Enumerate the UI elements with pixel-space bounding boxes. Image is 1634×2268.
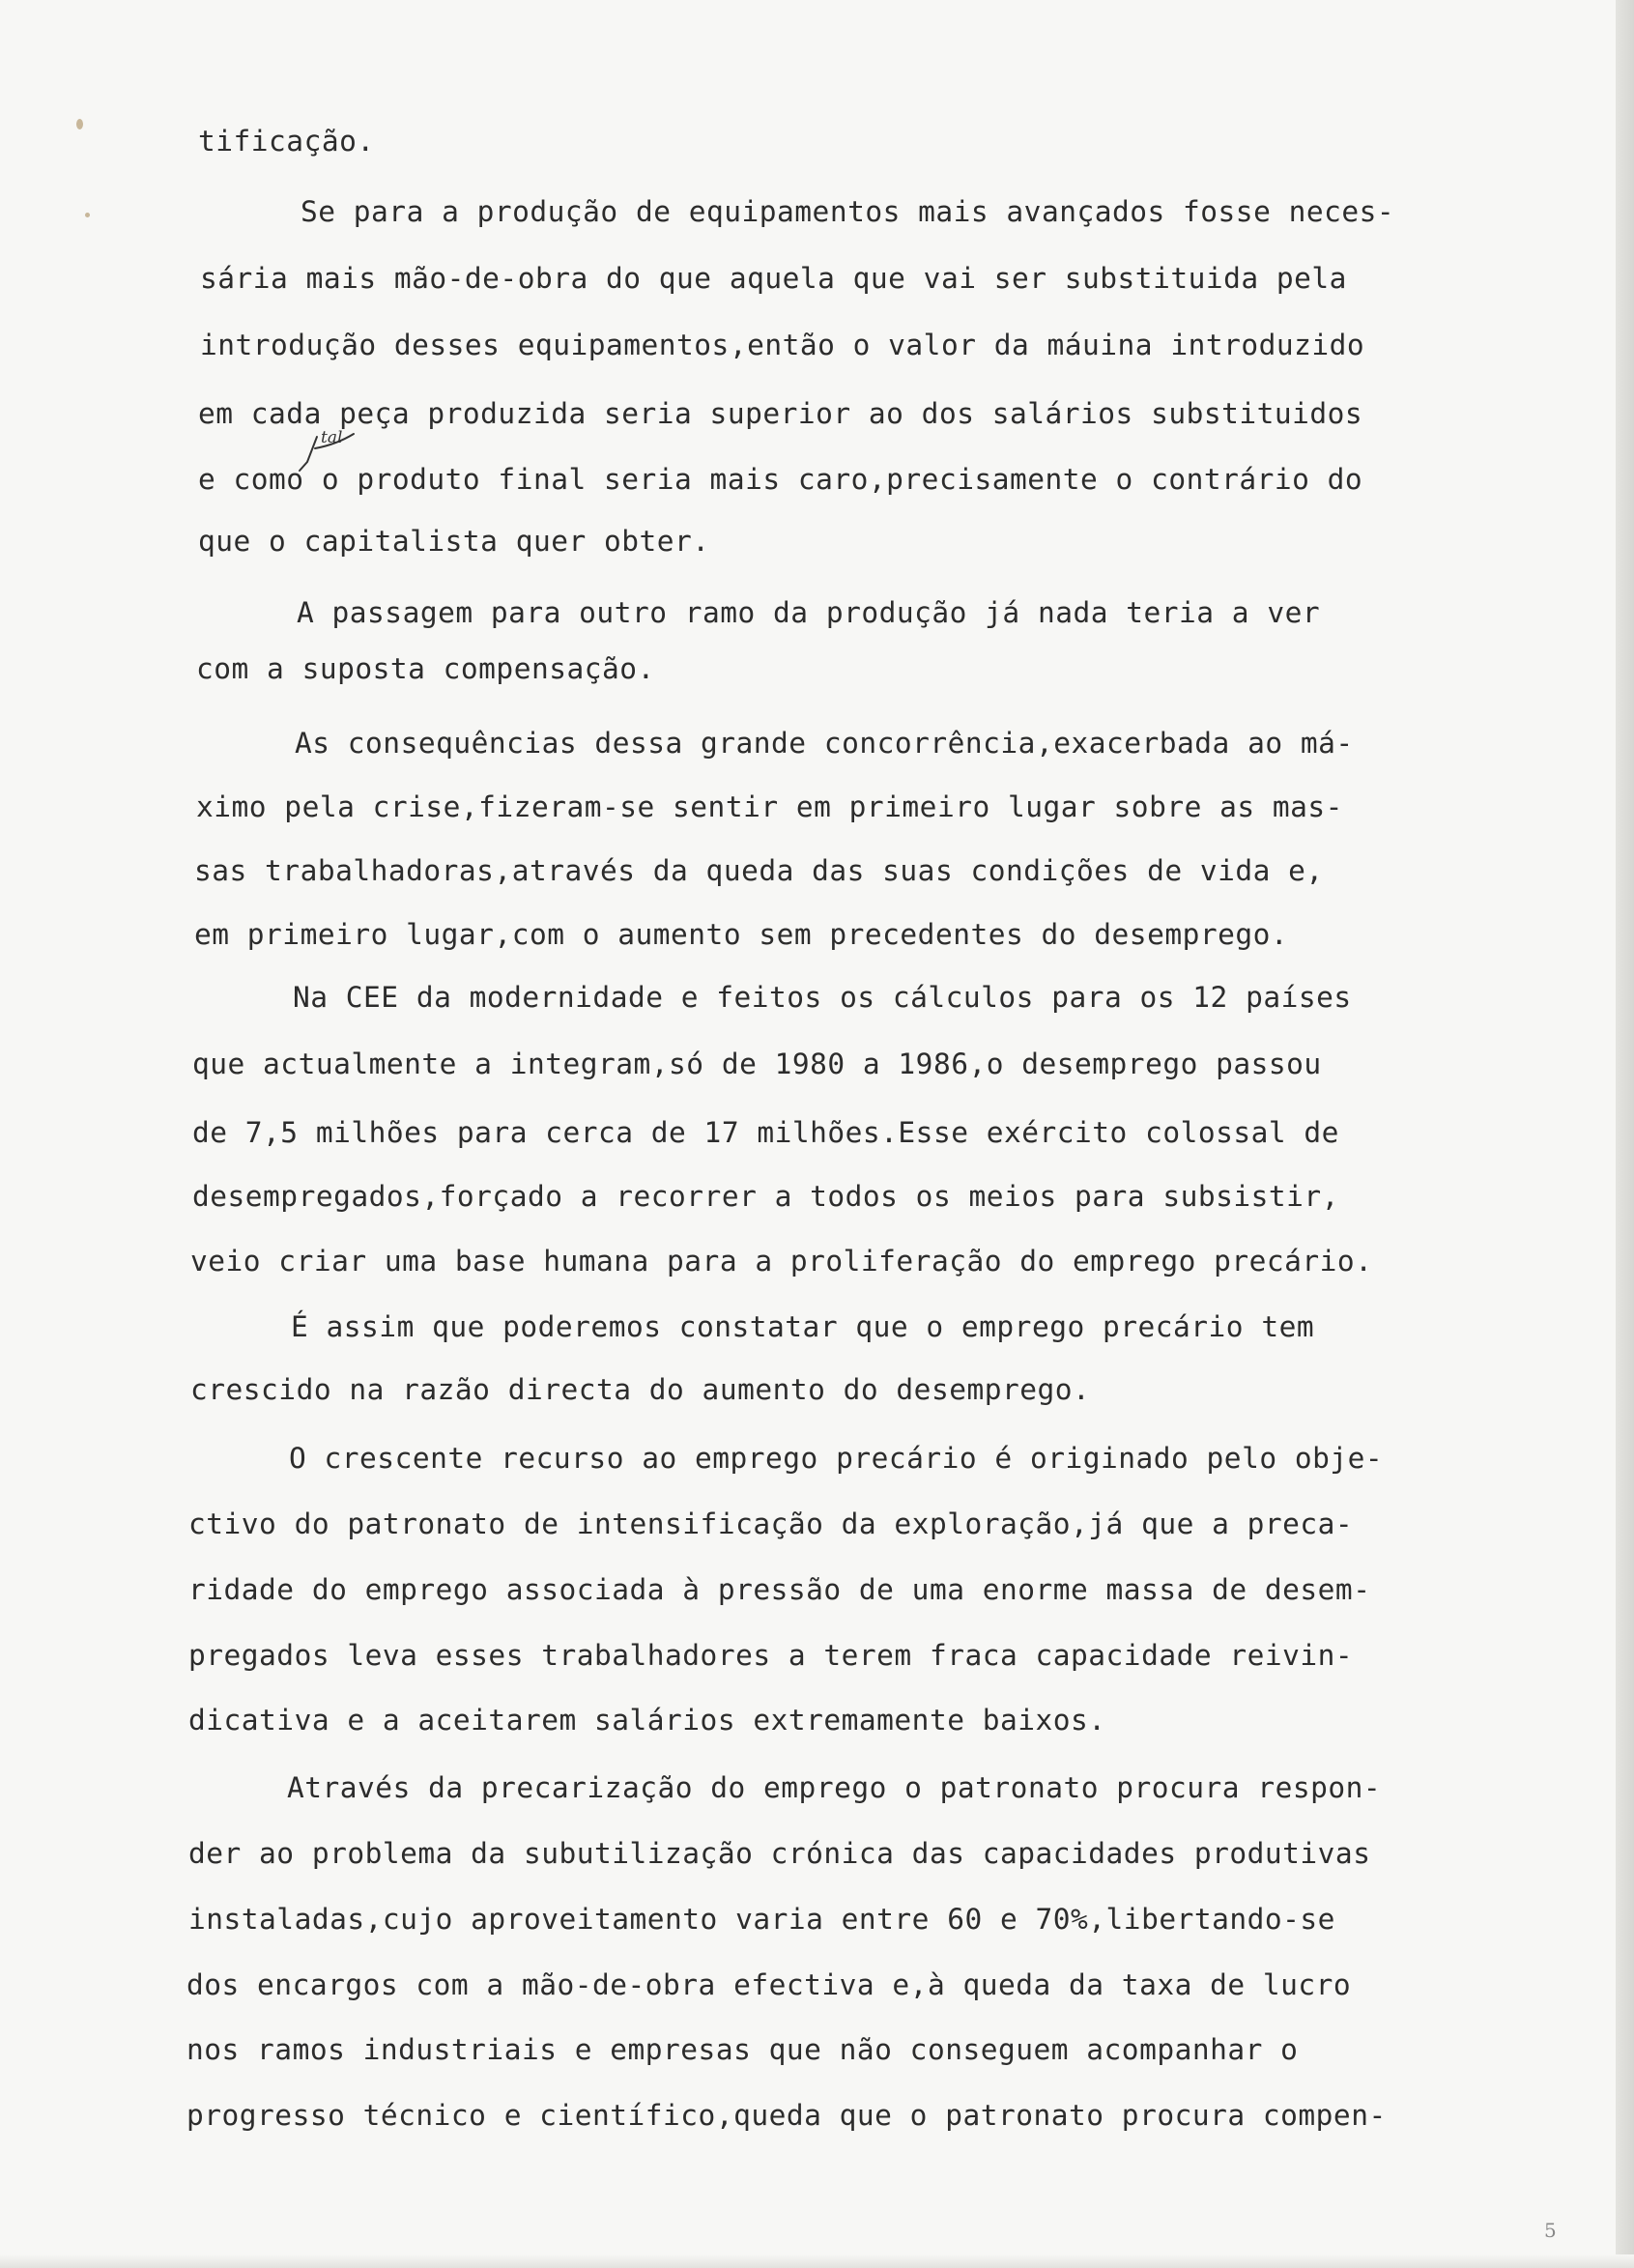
text-line: de 7,5 milhões para cerca de 17 milhões.Esse exército colossal de [192, 1116, 1339, 1149]
text-line: desempregados,forçado a recorrer a todos os meios para subsistir, [192, 1180, 1339, 1213]
page-edge-shadow [1616, 0, 1634, 2268]
text-line: sária mais mão-de-obra do que aquela que vai ser substituida pela [200, 262, 1347, 295]
text-line: crescido na razão directa do aumento do desemprego. [190, 1373, 1091, 1406]
text-line: dicativa e a aceitarem salários extremamente baixos. [188, 1704, 1106, 1737]
text-line: veio criar uma base humana para a proliferação do emprego precário. [190, 1245, 1373, 1278]
text-line: introdução desses equipamentos,então o valor da máuina introduzido [200, 329, 1365, 361]
text-line: sas trabalhadoras,através da queda das suas condições de vida e, [194, 854, 1324, 887]
text-line: É assim que poderemos constatar que o emprego precário tem [291, 1310, 1315, 1343]
text-line: Através da precarização do emprego o patronato procura respon- [287, 1771, 1382, 1804]
paper-stain [85, 213, 90, 217]
page-bottom-shadow [0, 2254, 1634, 2268]
text-line: e como o produto final seria mais caro,precisamente o contrário do [198, 463, 1363, 496]
text-line: ximo pela crise,fizeram-se sentir em primeiro lugar sobre as mas- [196, 790, 1343, 823]
text-line: nos ramos industriais e empresas que não conseguem acompanhar o [186, 2033, 1299, 2066]
text-line: tificação. [198, 125, 375, 158]
handwritten-insert-text: tal [321, 428, 343, 447]
text-line: As consequências dessa grande concorrência,exacerbada ao má- [295, 727, 1354, 760]
handwritten-insertion-mark [286, 425, 373, 474]
text-line: instaladas,cujo aproveitamento varia entre 60 e 70%,libertando-se [188, 1903, 1335, 1936]
text-line: com a suposta compensação. [196, 652, 655, 685]
paper-stain [76, 119, 83, 129]
text-line: progresso técnico e científico,queda que o patronato procura compen- [186, 2099, 1387, 2132]
text-line: ridade do emprego associada à pressão de uma enorme massa de desem- [188, 1573, 1371, 1606]
text-line: Se para a produção de equipamentos mais avançados fosse neces- [301, 195, 1395, 228]
text-line: der ao problema da subutilização crónica das capacidades produtivas [188, 1837, 1371, 1870]
text-line: ctivo do patronato de intensificação da exploração,já que a preca- [188, 1507, 1354, 1540]
text-line: dos encargos com a mão-de-obra efectiva e,à queda da taxa de lucro [186, 1968, 1352, 2001]
text-line: O crescente recurso ao emprego precário é originado pelo obje- [289, 1442, 1384, 1475]
text-line: em primeiro lugar,com o aumento sem precedentes do desemprego. [194, 918, 1289, 951]
text-line: pregados leva esses trabalhadores a terem fraca capacidade reivin- [188, 1639, 1354, 1672]
text-line: A passagem para outro ramo da produção já nada teria a ver [297, 596, 1321, 629]
text-line: que o capitalista quer obter. [198, 525, 710, 558]
page-number-mark: 5 [1544, 2219, 1557, 2242]
text-line: Na CEE da modernidade e feitos os cálculos para os 12 países [293, 981, 1352, 1014]
text-line: em cada peça produzida seria superior ao dos salários substituidos [198, 397, 1363, 430]
text-line: que actualmente a integram,só de 1980 a 1986,o desemprego passou [192, 1048, 1322, 1080]
